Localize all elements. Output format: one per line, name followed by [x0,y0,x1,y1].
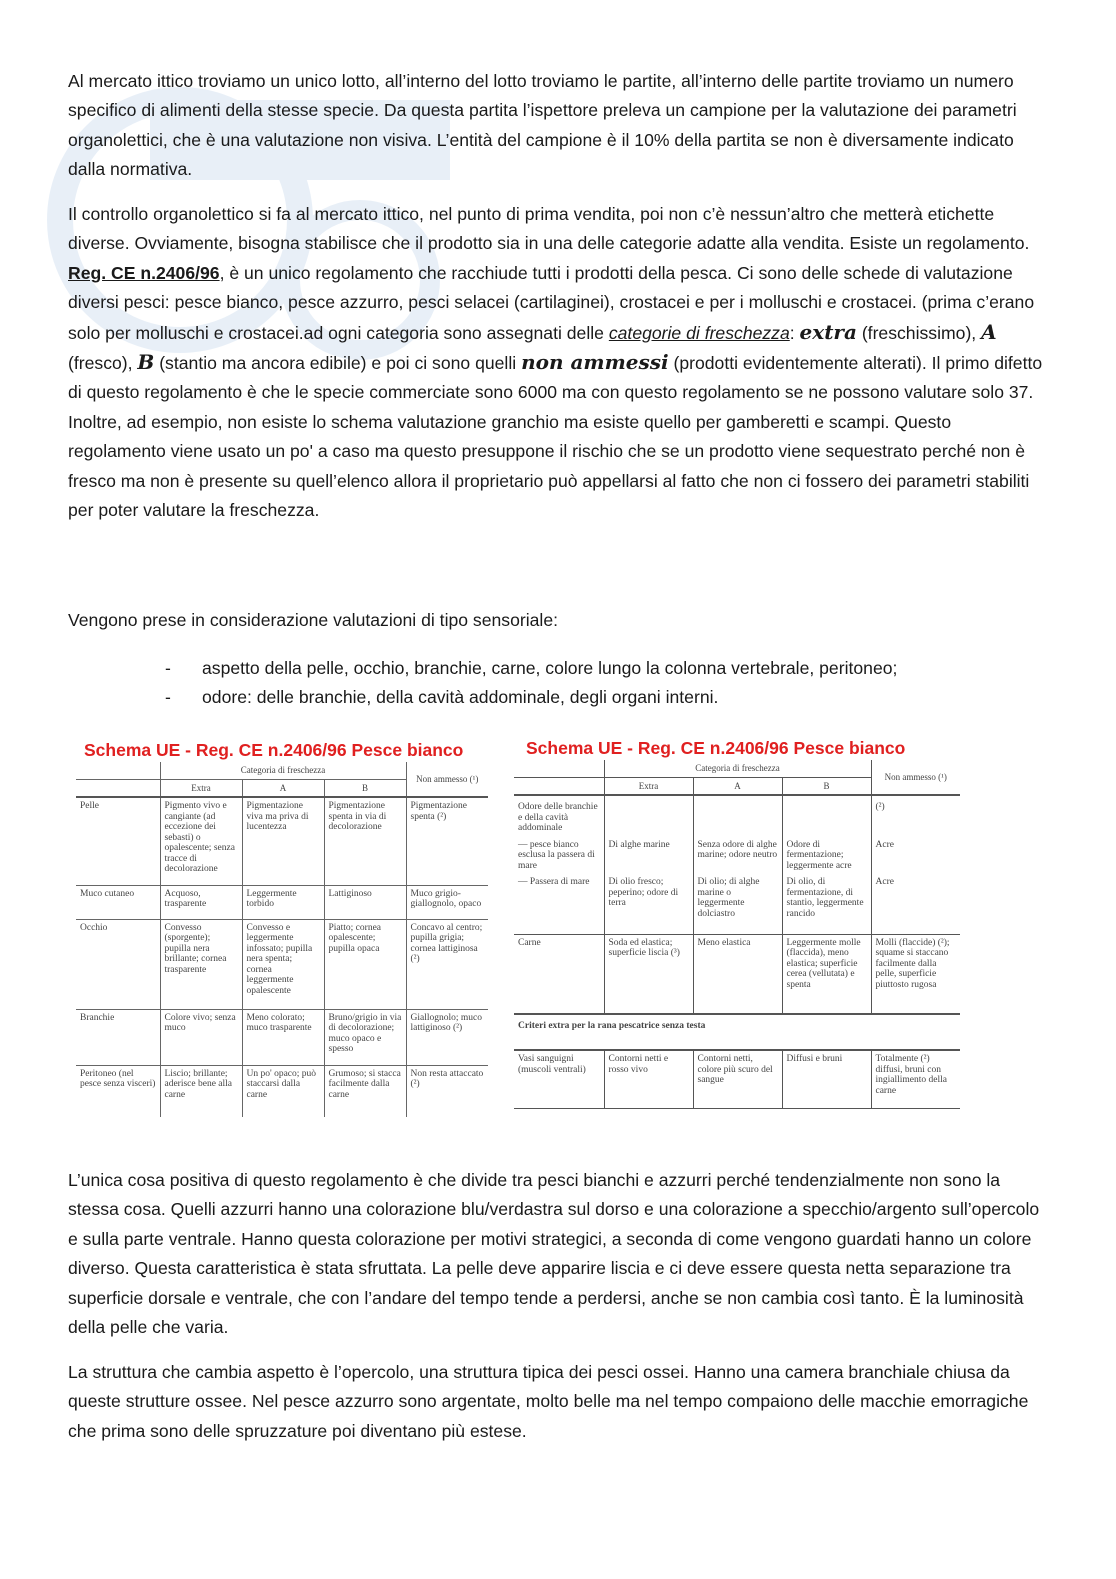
sensory-list [165,654,1065,712]
table-row: Branchie Colore vivo; senza muco Meno colorato; muco trasparente Bruno/grigio in via di decolorazione; muco opaco e spesso Giallognolo; muco lattiginoso (²) [76,1009,488,1065]
regulation-reference: Reg. CE n.2406/96 [68,262,220,283]
table-title: Schema UE - Reg. CE n.2406/96 Pesce bianco [526,738,906,758]
table-row: Muco cutaneo Acquoso, trasparente Leggermente torbido Lattiginoso Muco grigio-giallognolo, opaco [76,885,488,919]
list-item: - aspetto della pelle, occhio, branchie, carne, colore lungo la colonna vertebrale, peritoneo; [165,654,1065,683]
table-row: Peritoneo (nel pesce senza visceri) Liscio; brillante; aderisce bene alla carne Un po' opaco; può staccarsi dalla carne Grumoso; si stacca facilmente dalla carne Non resta attaccato (²) [76,1065,488,1117]
paragraph-opercolo: La struttura che cambia aspetto è l’opercolo, una struttura tipica dei pesci ossei. Hanno una camera branchiale chiusa da queste strutture ossee. Nel pesce azzurro sono argentate, molto belle ma nel tempo compaiono delle macchie emorragiche che prima sono delle spruzzature poi diventano più estese. [68,1362,1029,1441]
freshness-categories-term: categorie di freschezza [608,322,790,343]
table-title: Schema UE - Reg. CE n.2406/96 Pesce bianco [84,740,464,760]
category-extra: extra [799,319,857,344]
category-a: A [981,319,997,344]
paragraph-controllo-organolettico: Il controllo organolettico si fa al mercato ittico, nel punto di prima vendita, poi non c’è nessun’altro che metterà etichette diverse. Ovviamente, bisogna stabilisce che il prodotto sia in una delle categorie adatte alla vendita. Esiste un regolamento. Reg. CE n.2406/96, è un unico regolamento che racchiude tutti i prodotti della pesca. Ci sono delle schede di valutazione diversi pesci: pesce bianco, pesce azzurro, pesci selacei (cartilaginei), crostacei e per i molluschi e crostacei. (prima c’erano solo per molluschi e crostacei.ad ogni categoria sono assegnati delle categorie di freschezza: extra (freschissimo), A (fresco), B (stantio ma ancora edibile) e poi ci sono quelli non ammessi (prodotti evidentemente alterati). Il primo difetto di questo regolamento è che le specie commerciate sono 6000 ma con questo regolamento se ne possono valutare solo 37. Inoltre, ad esempio, non esiste lo schema valutazione granchio ma esiste quello per gamberetti e scampi. Questo regolamento viene usato un po' a caso ma questo presuppone il rischio che se un prodotto viene sequestrato perché non è fresco ma non è presente su quell’elenco allora il proprietario può appellarsi al fatto che non ci fossero dei parametri stabiliti per poter valutare la freschezza. [68,204,1043,521]
list-item: - odore: delle branchie, della cavità addominale, degli organi interni. [165,683,1065,712]
category-non-ammessi: non ammessi [521,350,669,375]
table-row: Occhio Convesso (sporgente); pupilla nera brillante; cornea trasparente Convesso e leggermente infossato; pupilla nera spenta; cornea leggermente opalescente Piatto; cornea opalescente; pupilla opaca Concavo al centro; pupilla grigia; cornea lattiginosa (²) [76,919,488,1009]
category-b: B [137,350,155,375]
paragraph-lotto: Al mercato ittico troviamo un unico lotto, all’interno del lotto troviamo le partite, all’interno delle partite troviamo un numero specifico di alimenti della stesse specie. Da questa partita l’ispettore preleva un campione per la valutazione dei parametri organolettici, che è una valutazione non visiva. L’entità del campione è il 10% della partita se non è diversamente indicato dalla normativa. [68,71,1017,180]
table-pesce-bianco-odore [514,734,960,1144]
paragraph-valutazioni-sensoriali: Vengono prese in considerazione valutazioni di tipo sensoriale: [68,610,559,630]
table-row: Carne Soda ed elastica; superficie liscia (³) Meno elastica Leggermente molle (flaccida), meno elastica; superficie cerea (vellutata) e spenta Molli (flaccide) (²); squame si staccano facilmente dalla pelle, superficie piuttosto rugosa [514,934,960,1014]
col-b: B [782,777,871,795]
col-extra: Extra [160,779,242,797]
non-ammesso-header: Non ammesso (¹) [871,760,960,795]
table-row: Vasi sanguigni (muscoli ventrali) Contorni netti e rosso vivo Contorni netti, colore più scuro del sangue Diffusi e bruni Totalmente (²) diffusi, bruni con ingiallimento della carne [514,1050,960,1108]
group-header: Categoria di freschezza [604,760,871,777]
table-pesce-bianco-pelle [76,736,488,1131]
table-row: Odore delle branchie e della cavità addominale (²) [514,795,960,837]
group-header: Categoria di freschezza [160,762,406,779]
non-ammesso-header: Non ammesso (¹) [406,762,488,797]
col-a: A [693,777,782,795]
table-row: Pelle Pigmento vivo e cangiante (ad eccezione dei sebasti) o opalescente; senza tracce di decolorazione Pigmentazione viva ma priva di lucentezza Pigmentazione spenta in via di decolorazione Pigmentazione spenta (²) [76,797,488,885]
table-row: — pesce bianco esclusa la passera di mare Di alghe marine Senza odore di alghe marine; odore neutro Odore di fermentazione; leggermente acre Acre [514,837,960,875]
paragraph-pesci-azzurri: L’unica cosa positiva di questo regolamento è che divide tra pesci bianchi e azzurri perché tendenzialmente non sono la stessa cosa. Quelli azzurri hanno una colorazione blu/verdastra sul dorso e una colorazione a specchio/argento sull’opercolo e sulla parte ventrale. Hanno questa colorazione per motivi strategici, a seconda di come vengono guardati hanno un colore diverso. Questa caratteristica è stata sfruttata. La pelle deve apparire liscia e ci deve essere questa netta separazione tra superficie dorsale e ventrale, che con l’andare del tempo tende a perdersi, anche se non cambia così tanto. È la luminosità della pelle che varia. [68,1170,1040,1338]
table-row: Criteri extra per la rana pescatrice senza testa [514,1014,960,1050]
col-extra: Extra [604,777,693,795]
col-a: A [242,779,324,797]
col-b: B [324,779,406,797]
table-row: — Passera di mare Di olio fresco; peperino; odore di terra Di olio; di alghe marine o leggermente dolciastro Di olio, di fermentazione, di stantio, leggermente rancido Acre [514,874,960,934]
